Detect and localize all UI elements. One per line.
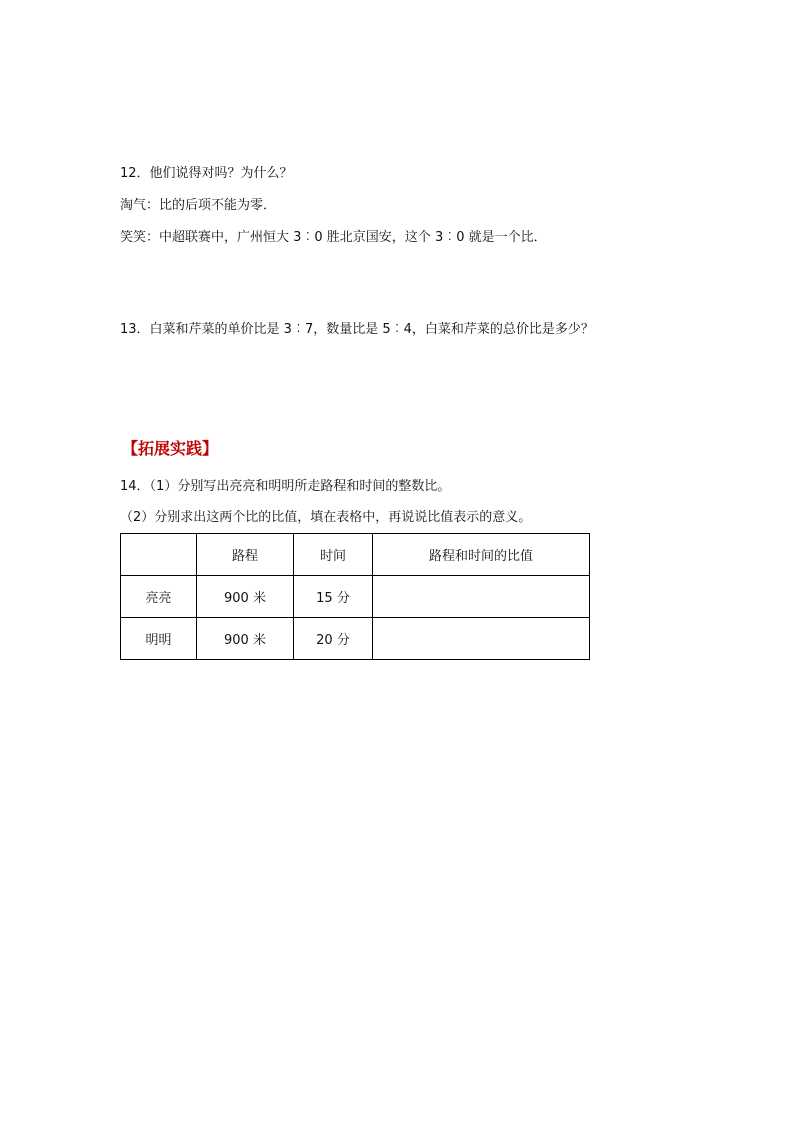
table-cell-ratio-answer[interactable] — [373, 618, 590, 660]
table-cell-distance: 900 米 — [197, 618, 294, 660]
table-cell-name: 明明 — [121, 618, 197, 660]
section-heading-extension-practice: 【拓展实践】 — [122, 439, 219, 458]
question-12-xiaoxiao-statement: 笑笑：中超联赛中，广州恒大 3︰0 胜北京国安，这个 3︰0 就是一个比． — [120, 230, 547, 245]
table-header-ratio-value: 路程和时间的比值 — [373, 534, 590, 576]
table-row — [121, 576, 590, 618]
table-header-time: 时间 — [294, 534, 373, 576]
table-cell-name: 亮亮 — [121, 576, 197, 618]
question-14-part-2: （2）分别求出这两个比的比值，填在表格中，再说说比值表示的意义。 — [120, 510, 532, 525]
table-header-blank — [121, 534, 197, 576]
table-header-distance: 路程 — [197, 534, 294, 576]
distance-time-table — [120, 533, 590, 660]
question-12-taoqi-statement: 淘气：比的后项不能为零． — [120, 198, 277, 213]
table-row — [121, 618, 590, 660]
question-14-part-1: 14．（1）分别写出亮亮和明明所走路程和时间的整数比。 — [120, 479, 451, 494]
table-cell-time: 20 分 — [294, 618, 373, 660]
question-12-title: 12．他们说得对吗？为什么？ — [120, 166, 293, 181]
table-cell-distance: 900 米 — [197, 576, 294, 618]
table-cell-time: 15 分 — [294, 576, 373, 618]
table-header-row — [121, 534, 590, 576]
question-13-text: 13．白菜和芹菜的单价比是 3︰7，数量比是 5︰4，白菜和芹菜的总价比是多少？ — [120, 322, 594, 337]
table-cell-ratio-answer[interactable] — [373, 576, 590, 618]
